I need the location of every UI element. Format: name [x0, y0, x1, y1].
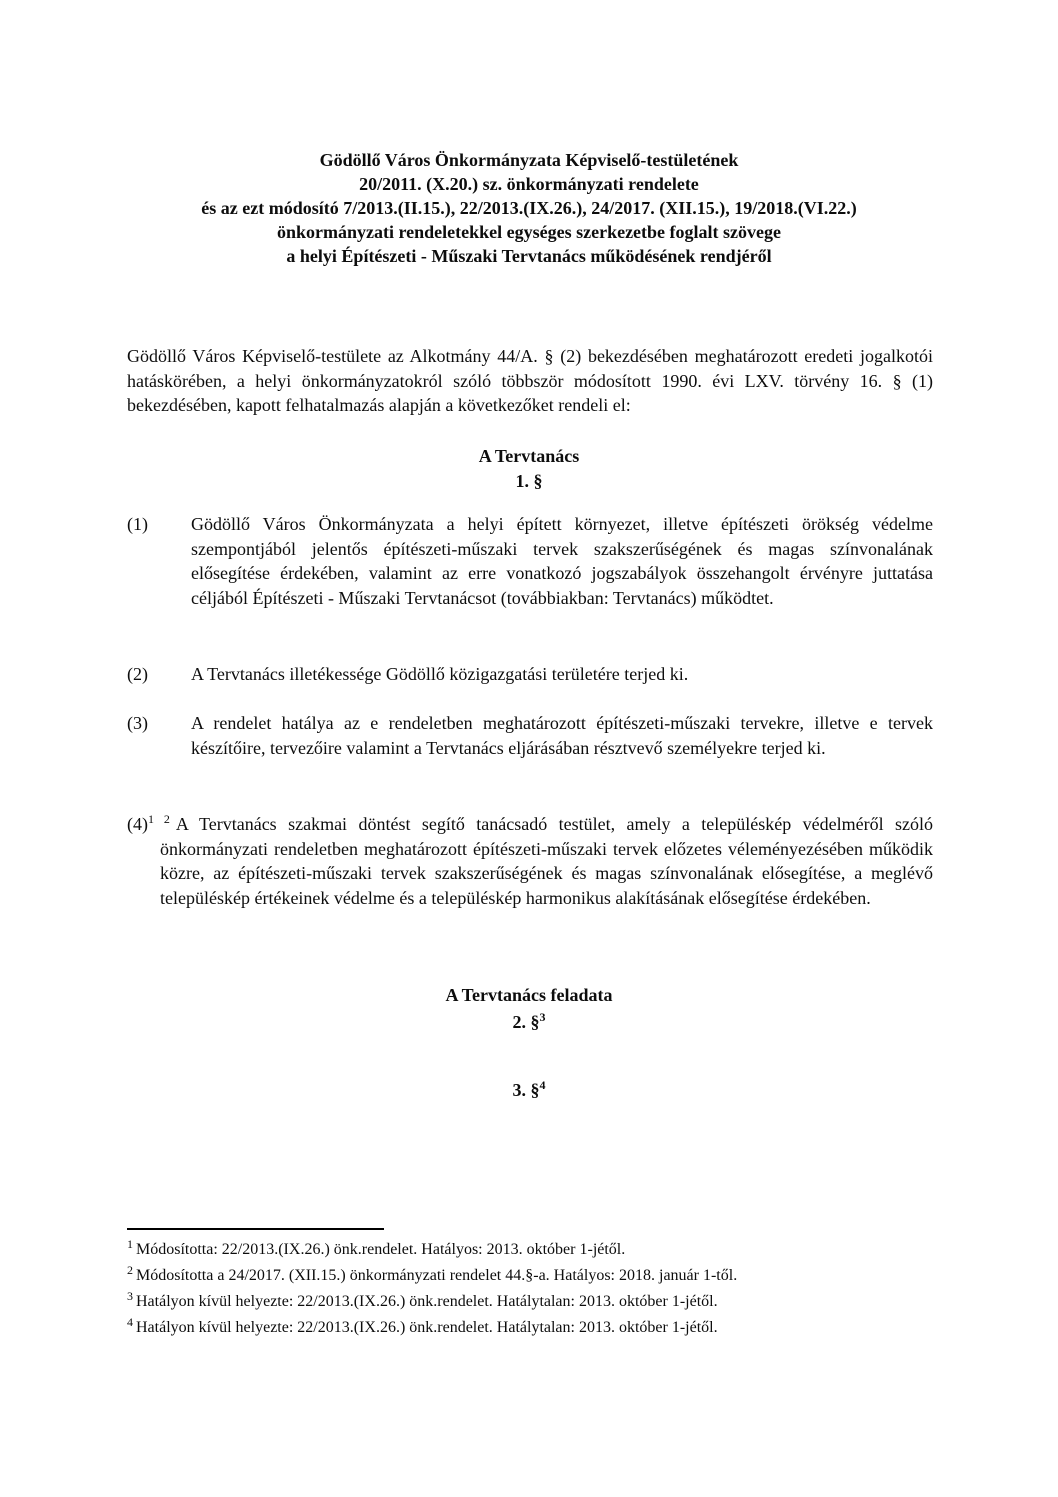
section-number — [0, 1009, 1058, 1036]
footnote-2-text: Módosította a 24/2017. (XII.15.) önkormányzati rendelet 44.§-a. Hatályos: 2018. január 1-től. — [136, 1267, 738, 1284]
paragraph-4-marker — [127, 814, 170, 834]
section-number: 1. § — [515, 471, 543, 491]
footnote-3 — [127, 1289, 947, 1315]
footnote-2 — [127, 1263, 947, 1289]
paragraph-3 — [127, 711, 933, 760]
title-line-3: és az ezt módosító 7/2013.(II.15.), 22/2013.(IX.26.), 24/2017. (XII.15.), 19/2018.(VI.22.) — [201, 198, 857, 218]
paragraph-4 — [127, 812, 933, 910]
footnote-4-text: Hatályon kívül helyezte: 22/2013.(IX.26.) önk.rendelet. Hatálytalan: 2013. október 1-jétől. — [136, 1319, 718, 1336]
section-number-text: 3. § — [512, 1080, 540, 1100]
paragraph-2-marker: (2) — [127, 664, 148, 684]
paragraph-1 — [127, 512, 933, 610]
paragraph-4-text: A Tervtanács szakmai döntést segítő tanácsadó testület, amely a településkép védelméről szóló önkormányzati rendeletben meghatározott építészeti-műszaki tervek előzetes véleményezésében működik közre, az építészeti-műszaki tervek szakszerűségének és magas színvonalának elősegítése, a meglévő településkép értékeinek védelme és a településkép harmonikus alakításának elősegítése érdekében. — [160, 814, 934, 908]
footnote-1-text: Módosította: 22/2013.(IX.26.) önk.rendelet. Hatályos: 2013. október 1-jétől. — [136, 1241, 626, 1258]
document-title — [0, 148, 1058, 268]
footnote-3-text: Hatályon kívül helyezte: 22/2013.(IX.26.) önk.rendelet. Hatálytalan: 2013. október 1-jétől. — [136, 1293, 718, 1310]
footnote-1-number: 1 — [127, 1236, 133, 1251]
paragraph-2-text: A Tervtanács illetékessége Gödöllő közigazgatási területére terjed ki. — [191, 664, 689, 684]
section-title: A Tervtanács — [478, 446, 580, 466]
paragraph-1-text: Gödöllő Város Önkormányzata a helyi épített környezet, illetve építészeti örökség védelme szempontjából jelentős építészeti-műszaki tervek szakszerűségének és magas színvonalának elősegítése érdekében, valamint az erre vonatkozó jogszabályok összehangolt érvényre juttatása céljából Építészeti - Műszaki Tervtanácsot (továbbiakban: Tervtanács) működtet. — [191, 514, 933, 608]
paragraph-4-footnote-refs: 1 2 — [148, 812, 170, 826]
section-heading-tervtanacs — [0, 444, 1058, 494]
section-heading-3 — [0, 1078, 1058, 1103]
section-2-footnote-ref: 3 — [539, 1010, 546, 1024]
paragraph-1-marker: (1) — [127, 514, 148, 534]
title-line-2: 20/2011. (X.20.) sz. önkormányzati rendelete — [359, 174, 699, 194]
footnotes — [127, 1237, 947, 1341]
paragraph-3-text: A rendelet hatálya az e rendeletben meghatározott építészeti-műszaki tervekre, illetve e tervek készítőire, tervezőire valamint a Tervtanács eljárásában résztvevő személyekre terjed ki. — [191, 713, 933, 758]
section-number-text: 2. § — [512, 1012, 540, 1032]
footnote-separator — [127, 1228, 384, 1230]
title-line-5: a helyi Építészeti - Műszaki Tervtanács működésének rendjéről — [286, 246, 772, 266]
paragraph-4-marker-number: (4) — [127, 814, 148, 834]
section-number — [0, 1078, 1058, 1103]
footnote-2-number: 2 — [127, 1262, 133, 1277]
intro-paragraph: Gödöllő Város Képviselő-testülete az Alkotmány 44/A. § (2) bekezdésében meghatározott eredeti jogalkotói hatáskörében, a helyi önkormányzatokról szóló többször módosított 1990. évi LXV. törvény 16. § (1) bekezdésében, kapott felhatalmazás alapján a következőket rendeli el: — [127, 346, 933, 415]
footnote-4-number: 4 — [127, 1314, 133, 1329]
footnote-1 — [127, 1237, 947, 1263]
paragraph-3-marker: (3) — [127, 713, 148, 733]
title-line-4: önkormányzati rendeletekkel egységes szerkezetbe foglalt szövege — [276, 222, 782, 242]
section-title: A Tervtanács feladata — [445, 985, 613, 1005]
title-line-1: Gödöllő Város Önkormányzata Képviselő-testületének — [319, 150, 739, 170]
paragraph-2 — [127, 662, 933, 687]
section-heading-feladata — [0, 982, 1058, 1036]
footnote-4 — [127, 1315, 947, 1341]
section-3-footnote-ref: 4 — [539, 1078, 546, 1092]
footnote-3-number: 3 — [127, 1288, 133, 1303]
